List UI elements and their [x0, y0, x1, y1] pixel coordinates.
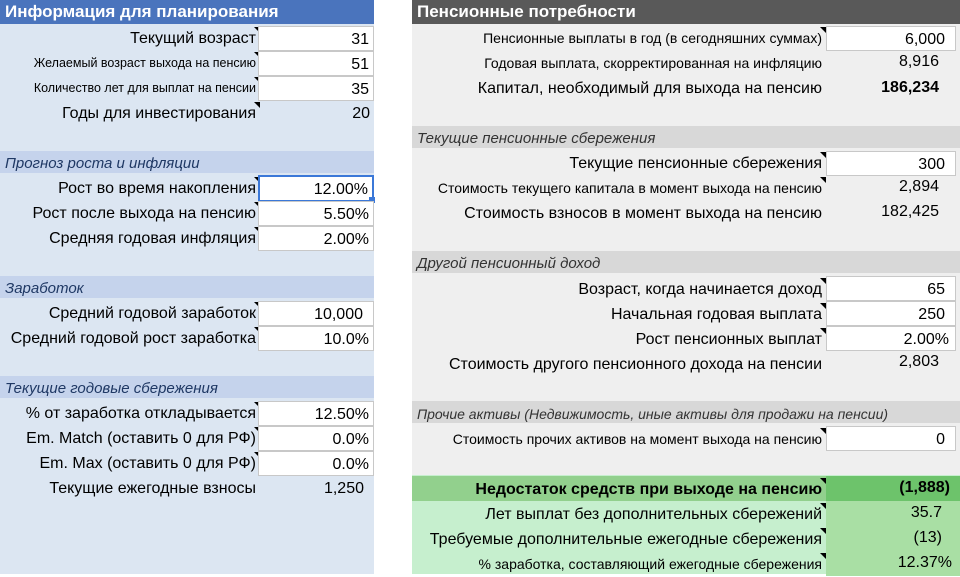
- other-income-value-label: Стоимость другого пенсионного дохода на пенсии: [449, 356, 822, 373]
- other-assets-cell[interactable]: 0: [826, 426, 956, 451]
- save-percent-cell[interactable]: 12.50%: [258, 401, 374, 426]
- needs-header: Пенсионные потребности: [412, 0, 960, 24]
- payout-growth-label: Рост пенсионных выплат: [636, 327, 822, 352]
- initial-payout-cell[interactable]: 250: [826, 301, 956, 326]
- current-capital-value: 2,894: [898, 178, 939, 195]
- em-match-cell[interactable]: 0.0%: [258, 426, 374, 451]
- annual-payout-label: Пенсионные выплаты в год (в сегодняшних суммах): [483, 26, 822, 51]
- earnings-growth-cell[interactable]: 10.0%: [258, 326, 374, 351]
- earnings-percent-label: % заработка, составляющий ежегодные сбережения: [479, 552, 822, 577]
- other-income-section-title: Другой пенсионный доход: [412, 251, 960, 273]
- shortfall-value: (1,888): [899, 479, 950, 496]
- payout-growth-cell[interactable]: 2.00%: [826, 326, 956, 351]
- retirement-age-label: Желаемый возраст выхода на пенсию: [34, 51, 256, 76]
- contrib-value: 182,425: [881, 203, 939, 220]
- earnings-percent-value: 12.37%: [897, 554, 952, 571]
- savings-section-title: Текущие годовые сбережения: [0, 376, 374, 398]
- avg-earnings-label: Средний годовой заработок: [49, 301, 256, 326]
- income-start-age-cell[interactable]: 65: [826, 276, 956, 301]
- planning-header: Информация для планирования: [0, 0, 374, 24]
- earnings-growth-label: Средний годовой рост заработка: [11, 326, 256, 351]
- current-age-cell[interactable]: 31: [258, 26, 374, 51]
- invest-years-value: 20: [352, 105, 370, 122]
- years-without-savings-label: Лет выплат без дополнительных сбережений: [485, 502, 822, 527]
- capital-needed-value: 186,234: [881, 79, 939, 96]
- inflation-adjusted-value: 8,916: [898, 53, 939, 70]
- em-match-label: Em. Match (оставить 0 для РФ): [26, 426, 256, 451]
- save-percent-label: % от заработка откладывается: [26, 401, 256, 426]
- growth-accum-cell[interactable]: 12.00%: [258, 175, 374, 202]
- earnings-section-title: Заработок: [0, 276, 374, 298]
- em-max-cell[interactable]: 0.0%: [258, 451, 374, 476]
- current-capital-value-label: Стоимость текущего капитала в момент выхода на пенсию: [438, 176, 822, 201]
- annual-contrib-value: 1,250: [323, 480, 364, 497]
- required-savings-label: Требуемые дополнительные ежегодные сбережения: [430, 527, 822, 552]
- avg-earnings-cell[interactable]: 10,000: [258, 301, 374, 326]
- initial-payout-label: Начальная годовая выплата: [611, 302, 822, 327]
- em-max-label: Em. Max (оставить 0 для РФ): [40, 451, 257, 476]
- growth-section-title: Прогноз роста и инфляции: [0, 151, 374, 173]
- current-savings-cell[interactable]: 300: [826, 151, 956, 176]
- current-age-label: Текущий возраст: [130, 26, 256, 51]
- capital-needed-label: Капитал, необходимый для выхода на пенсию: [477, 80, 822, 97]
- shortfall-label: Недостаток средств при выходе на пенсию: [475, 477, 822, 502]
- retirement-age-cell[interactable]: 51: [258, 51, 374, 76]
- years-without-savings-value: 35.7: [910, 504, 942, 521]
- other-assets-label: Стоимость прочих активов на момент выхода на пенсию: [453, 427, 822, 452]
- required-savings-value: (13): [913, 529, 942, 546]
- payout-years-cell[interactable]: 35: [258, 76, 374, 101]
- current-savings-section-title: Текущие пенсионные сбережения: [412, 126, 960, 148]
- contrib-value-label: Стоимость взносов в момент выхода на пенсию: [464, 205, 822, 222]
- income-start-age-label: Возраст, когда начинается доход: [578, 277, 822, 302]
- growth-retire-cell[interactable]: 5.50%: [258, 201, 374, 226]
- inflation-adjusted-label: Годовая выплата, скорректированная на инфляцию: [484, 55, 822, 71]
- annual-payout-cell[interactable]: 6,000: [826, 26, 956, 51]
- inflation-label: Средняя годовая инфляция: [49, 226, 256, 251]
- payout-years-label: Количество лет для выплат на пенсии: [34, 76, 256, 101]
- inflation-cell[interactable]: 2.00%: [258, 226, 374, 251]
- planning-panel: [0, 0, 374, 574]
- invest-years-label: Годы для инвестирования: [62, 101, 256, 126]
- annual-contrib-label: Текущие ежегодные взносы: [49, 480, 256, 497]
- other-income-value: 2,803: [898, 353, 939, 370]
- growth-retire-label: Рост после выхода на пенсию: [33, 201, 256, 226]
- other-assets-section-title: Прочие активы (Недвижимость, иные активы для продажи на пенсии): [412, 401, 960, 423]
- growth-accum-label: Рост во время накопления: [58, 176, 256, 201]
- current-savings-label: Текущие пенсионные сбережения: [569, 151, 822, 176]
